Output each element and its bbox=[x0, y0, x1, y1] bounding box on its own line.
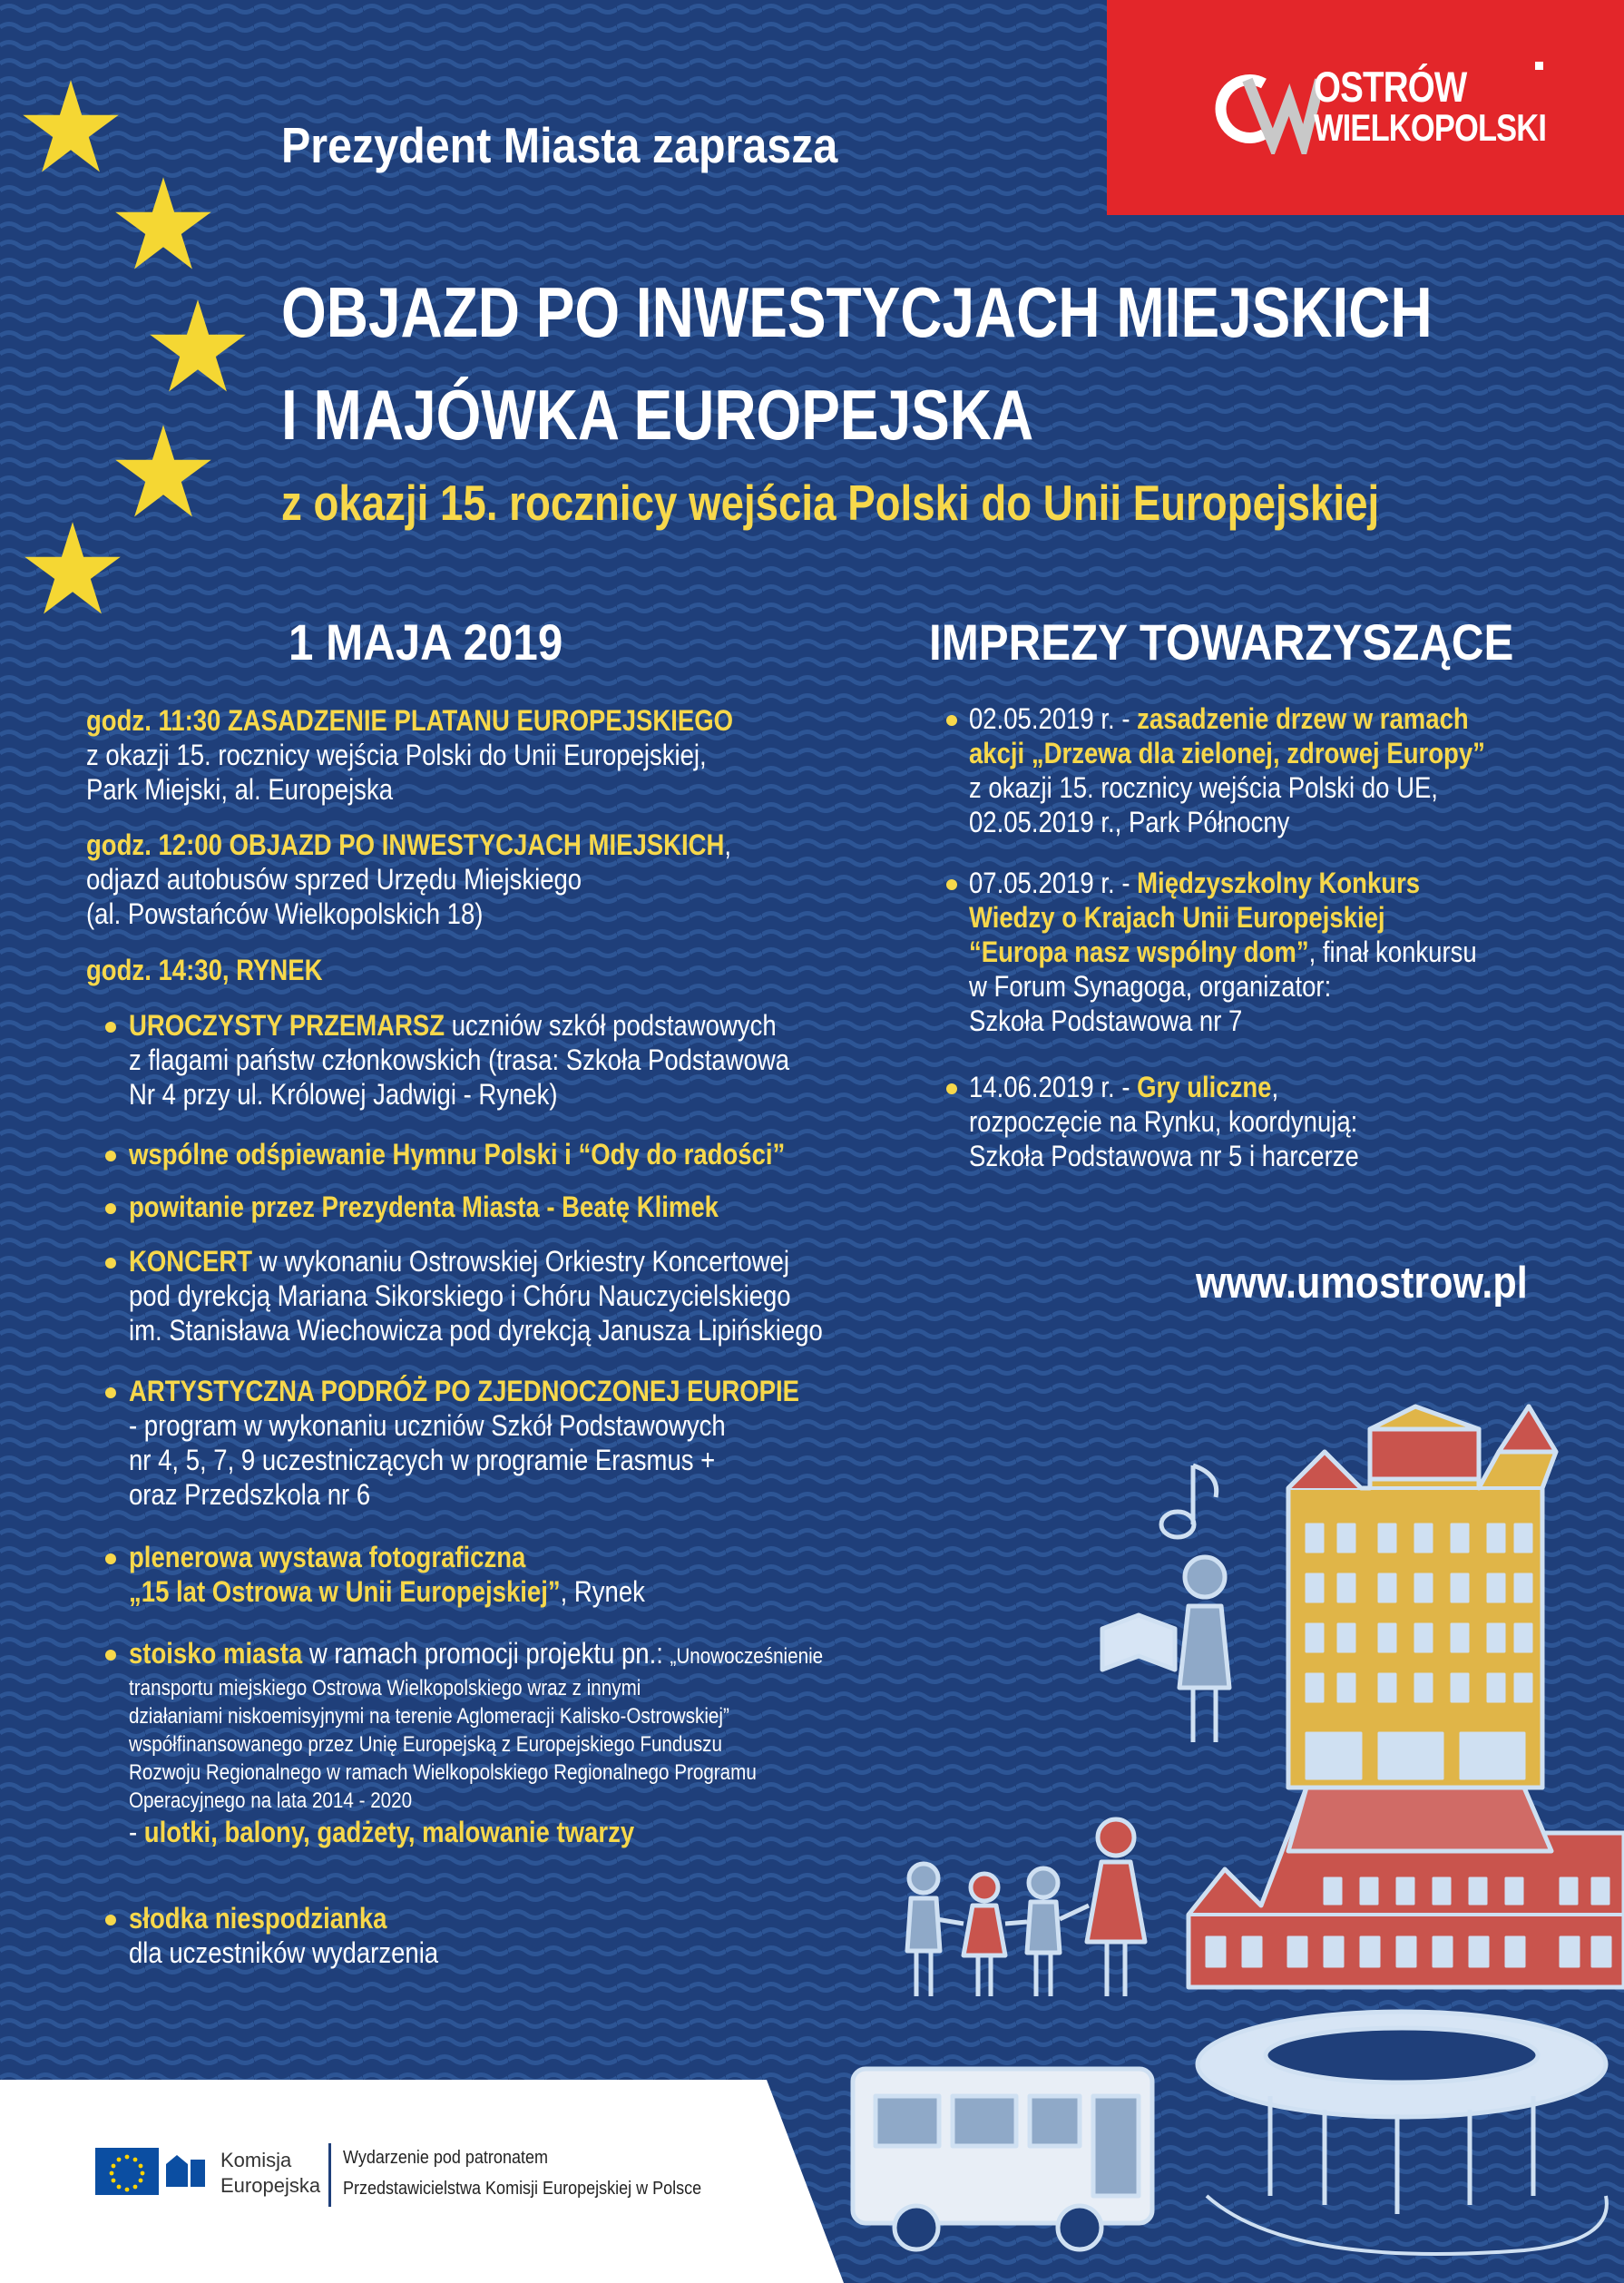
subtitle: z okazji 15. rocznicy wejścia Polski do Unii Europejskiej bbox=[281, 475, 1380, 531]
city-illustration bbox=[817, 1397, 1624, 2283]
logo-text-line2: WIELKOPOLSKI bbox=[1314, 106, 1547, 149]
event-bold: Międzyszkolny Konkurs bbox=[1137, 867, 1421, 899]
bullet-bold: powitanie przez Prezydenta Miasta - Beatę Klimek bbox=[129, 1190, 719, 1223]
music-note-icon bbox=[1161, 1465, 1217, 1537]
event-street-games bbox=[969, 1070, 1359, 1173]
bullet-dot bbox=[105, 1258, 116, 1269]
event-tree-planting bbox=[969, 701, 1485, 839]
schedule-item-planting bbox=[86, 703, 733, 807]
patronage-line1: Wydarzenie pod patronatem bbox=[343, 2148, 548, 2168]
bullet-bold: słodka niespodzianka bbox=[129, 1902, 387, 1935]
event-date: 02.05.2019 r. - bbox=[969, 702, 1138, 735]
star-icon bbox=[113, 425, 213, 520]
event-line: Szkoła Podstawowa nr 5 i harcerze bbox=[969, 1140, 1359, 1172]
ec-label-line2: Europejska bbox=[220, 2174, 321, 2197]
date-heading: 1 MAJA 2019 bbox=[289, 613, 563, 671]
bullet-small: „Unowocześnienie bbox=[670, 1644, 824, 1669]
bullet-welcome bbox=[129, 1190, 719, 1224]
event-line: Szkoła Podstawowa nr 7 bbox=[969, 1004, 1243, 1037]
bullet-bold: „15 lat Ostrowa w Unii Europejskiej” bbox=[129, 1575, 561, 1608]
logo-dot bbox=[1535, 62, 1543, 70]
bullet-parade bbox=[129, 1008, 789, 1112]
bullet-line: Nr 4 przy ul. Królowej Jadwigi - Rynek) bbox=[129, 1078, 558, 1111]
event-text: , finał konkursu bbox=[1308, 936, 1477, 968]
bullet-dot bbox=[105, 1915, 116, 1925]
schedule-item-market bbox=[86, 953, 322, 987]
item-line: Park Miejski, al. Europejska bbox=[86, 773, 394, 806]
bullet-small: współfinansowanego przez Unię Europejską z Europejskiego Funduszu bbox=[129, 1732, 722, 1757]
bullet-dot bbox=[105, 1650, 116, 1661]
bullet-dot bbox=[105, 1022, 116, 1033]
item-title: godz. 14:30, RYNEK bbox=[86, 954, 323, 986]
bullet-artistic-journey bbox=[129, 1374, 799, 1512]
bullet-bold: ulotki, balony, gadżety, malowanie twarzy bbox=[143, 1816, 635, 1848]
bullet-line: z flagami państw członkowskich (trasa: Szkoła Podstawowa bbox=[129, 1044, 790, 1076]
event-bold: akcji „Drzewa dla zielonej, zdrowej Europy” bbox=[969, 737, 1485, 769]
event-line: 02.05.2019 r., Park Północny bbox=[969, 806, 1290, 838]
bullet-dot bbox=[105, 1553, 116, 1564]
bus-station-icon bbox=[1198, 2012, 1607, 2254]
star-icon bbox=[148, 299, 248, 395]
bullet-dot bbox=[105, 1151, 116, 1161]
bullet-text: w wykonaniu Ostrowskiej Orkiestry Koncertowej bbox=[252, 1245, 789, 1278]
item-line: z okazji 15. rocznicy wejścia Polski do Unii Europejskiej, bbox=[86, 739, 707, 771]
item-title-comma: , bbox=[724, 828, 732, 861]
bullet-dot bbox=[105, 1203, 116, 1214]
event-bold: Wiedzy o Krajach Unii Europejskiej bbox=[969, 901, 1385, 934]
event-line: rozpoczęcie na Rynku, koordynują: bbox=[969, 1105, 1358, 1138]
bullet-concert bbox=[129, 1244, 823, 1347]
star-icon bbox=[113, 177, 213, 272]
eu-flag-icon bbox=[95, 2137, 213, 2217]
event-contest bbox=[969, 866, 1477, 1038]
website-link[interactable]: www.umostrow.pl bbox=[1196, 1259, 1528, 1308]
bullet-text: uczniów szkół podstawowych bbox=[445, 1009, 777, 1042]
event-line: w Forum Synagoga, organizator: bbox=[969, 970, 1332, 1003]
bullet-line: im. Stanisława Wiechowicza pod dyrekcją Janusza Lipińskiego bbox=[129, 1314, 823, 1347]
invitation-line: Prezydent Miasta zaprasza bbox=[281, 117, 838, 173]
family-figures-icon bbox=[907, 1819, 1145, 1996]
event-date: 07.05.2019 r. - bbox=[969, 867, 1138, 899]
star-icon bbox=[23, 522, 122, 617]
schedule-item-tour bbox=[86, 828, 731, 931]
bullet-line: nr 4, 5, 7, 9 uczestniczących w programie Erasmus + bbox=[129, 1444, 716, 1476]
bullet-line: - program w wykonaniu uczniów Szkół Podstawowych bbox=[129, 1409, 726, 1442]
bullet-small: działaniami niskoemisyjnymi na terenie Aglomeracji Kalisko-Ostrowskiej” bbox=[129, 1704, 729, 1729]
title-line1: OBJAZD PO INWESTYCJACH MIEJSKICH bbox=[281, 272, 1433, 352]
item-line: (al. Powstańców Wielkopolskich 18) bbox=[86, 897, 484, 930]
event-bold: zasadzenie drzew w ramach bbox=[1137, 702, 1469, 735]
bullet-text: - bbox=[129, 1816, 144, 1848]
item-title: godz. 11:30 ZASADZENIE PLATANU EUROPEJSKIEGO bbox=[86, 704, 734, 737]
bullet-surprise bbox=[129, 1901, 438, 1970]
bullet-small: transportu miejskiego Ostrowa Wielkopolskiego wraz z innymi bbox=[129, 1676, 641, 1700]
bullet-small: Rozwoju Regionalnego w ramach Wielkopolskiego Regionalnego Programu bbox=[129, 1760, 757, 1785]
bullet-bold: ARTYSTYCZNA PODRÓŻ PO ZJEDNOCZONEJ EUROPIE bbox=[129, 1375, 800, 1407]
bullet-text: , Rynek bbox=[560, 1575, 645, 1608]
bullet-line: dla uczestników wydarzenia bbox=[129, 1936, 439, 1969]
bullet-bold: wspólne odśpiewanie Hymnu Polski i “Ody do radości” bbox=[129, 1138, 786, 1171]
item-title: godz. 12:00 OBJAZD PO INWESTYCJACH MIEJSKICH bbox=[86, 828, 725, 861]
bullet-dot bbox=[946, 879, 957, 890]
bullet-anthem bbox=[129, 1137, 785, 1171]
star-icon bbox=[21, 80, 121, 175]
ec-label bbox=[220, 2151, 320, 2196]
city-logo-mark bbox=[1202, 64, 1320, 154]
bullet-city-stand bbox=[129, 1636, 936, 1849]
bullet-dot bbox=[946, 715, 957, 726]
event-bold: Gry uliczne bbox=[1137, 1071, 1272, 1103]
event-bold: “Europa nasz wspólny dom” bbox=[969, 936, 1309, 968]
bullet-exhibition bbox=[129, 1540, 645, 1609]
bullet-dot bbox=[946, 1083, 957, 1094]
item-line: odjazd autobusów sprzed Urzędu Miejskiego bbox=[86, 863, 582, 896]
bullet-line: oraz Przedszkola nr 6 bbox=[129, 1478, 371, 1511]
title-line2: I MAJÓWKA EUROPEJSKA bbox=[281, 375, 1034, 455]
patronage-line2: Przedstawicielstwa Komisji Europejskiej w Polsce bbox=[343, 2179, 702, 2199]
logo-text-line1: OSTRÓW bbox=[1314, 63, 1467, 111]
bullet-bold: KONCERT bbox=[129, 1245, 253, 1278]
footer-divider bbox=[328, 2143, 331, 2207]
ec-label-line1: Komisja bbox=[220, 2149, 292, 2171]
bullet-bold: UROCZYSTY PRZEMARSZ bbox=[129, 1009, 445, 1042]
bullet-bold: plenerowa wystawa fotograficzna bbox=[129, 1541, 526, 1573]
event-line: z okazji 15. rocznicy wejścia Polski do UE, bbox=[969, 771, 1438, 804]
bullet-line: pod dyrekcją Mariana Sikorskiego i Chóru Nauczycielskiego bbox=[129, 1279, 791, 1312]
bullet-dot bbox=[105, 1387, 116, 1398]
bullet-bold: stoisko miasta bbox=[129, 1637, 303, 1670]
event-text: , bbox=[1271, 1071, 1279, 1103]
patronage-text bbox=[343, 2149, 741, 2198]
events-heading: IMPREZY TOWARZYSZĄCE bbox=[929, 613, 1514, 671]
bullet-text: w ramach promocji projektu pn.: bbox=[302, 1637, 670, 1670]
bus-icon bbox=[853, 2069, 1152, 2249]
event-date: 14.06.2019 r. - bbox=[969, 1071, 1138, 1103]
reader-figure-icon bbox=[1102, 1557, 1229, 1742]
bullet-small: Operacyjnego na lata 2014 - 2020 bbox=[129, 1788, 413, 1813]
